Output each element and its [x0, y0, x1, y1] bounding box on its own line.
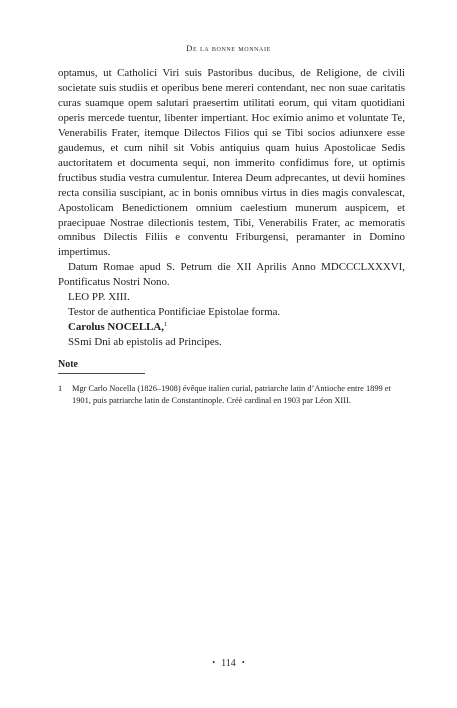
- bullet-left: •: [212, 658, 216, 667]
- notes-heading: Note: [58, 359, 78, 370]
- signatory-line: [58, 320, 405, 335]
- running-header: De la bonne monnaie: [186, 43, 271, 53]
- footnote-text: Mgr Carlo Nocella (1826–1908) évêque italien curial, patriarche latin d’Antioche entre 1899 et 1901, puis patriarche latin de Constantinople. Créé cardinal en 1903 par Léon XIII.: [72, 384, 391, 406]
- pope-signature: LEO PP. XIII.: [68, 291, 130, 304]
- footnote-number: 1: [58, 384, 63, 393]
- signatory-name: Carolus NOCELLA,: [68, 321, 165, 334]
- footnote-reference: 1: [164, 321, 168, 329]
- page-number: 114: [221, 658, 236, 669]
- page-number-footer: [0, 658, 457, 669]
- body-paragraph: optamus, ut Catholici Viri suis Pastoribus ducibus, de Religione, de civili societate suis studiis et operibus bene mereri contendant, nec non suae caritatis curas suamque opem salutari praesertim utilitati eorum, qui vitam quotidiani operis mercede tuentur, libenter impertiant. Hoc eximio animo et voluntate Te, Venerabilis Frater, itemque Dilectos Filios qui se Tibi socios adiunxere esse gaudemus, et cum nihil sit Vobis antiquius quam huius Apostolicae Sedis auctoritatem et documenta sequi, non immerito confidimus fore, ut optimis fructibus studia vestra cumulentur. Interea Deum adprecantes, ut devii homines recta consilia suscipiant, ac in bonis omnibus virtus in dies magis convalescat, Apostolicam Benedictionem omnium caelestium munerum auspicem, et praecipuae Nostrae dilectionis testem, Tibi, Venerabilis Frater, ac memoratis omnibus Dilectis Filiis e conventu Friburgensi, peramanter in Domino impertimus.: [58, 67, 405, 259]
- bullet-right: •: [241, 658, 245, 667]
- footnote-item: [58, 383, 405, 407]
- notes-divider: [58, 373, 145, 374]
- signatory-title: SSmi Dni ab epistolis ad Principes.: [68, 336, 222, 349]
- main-text-block: [58, 66, 405, 350]
- dating-paragraph: Datum Romae apud S. Petrum die XII Aprilis Anno MDCCCLXXXVI, Pontificatus Nostri Nono.: [58, 261, 405, 289]
- attestation-line: Testor de authentica Pontificiae Epistolae forma.: [68, 306, 281, 319]
